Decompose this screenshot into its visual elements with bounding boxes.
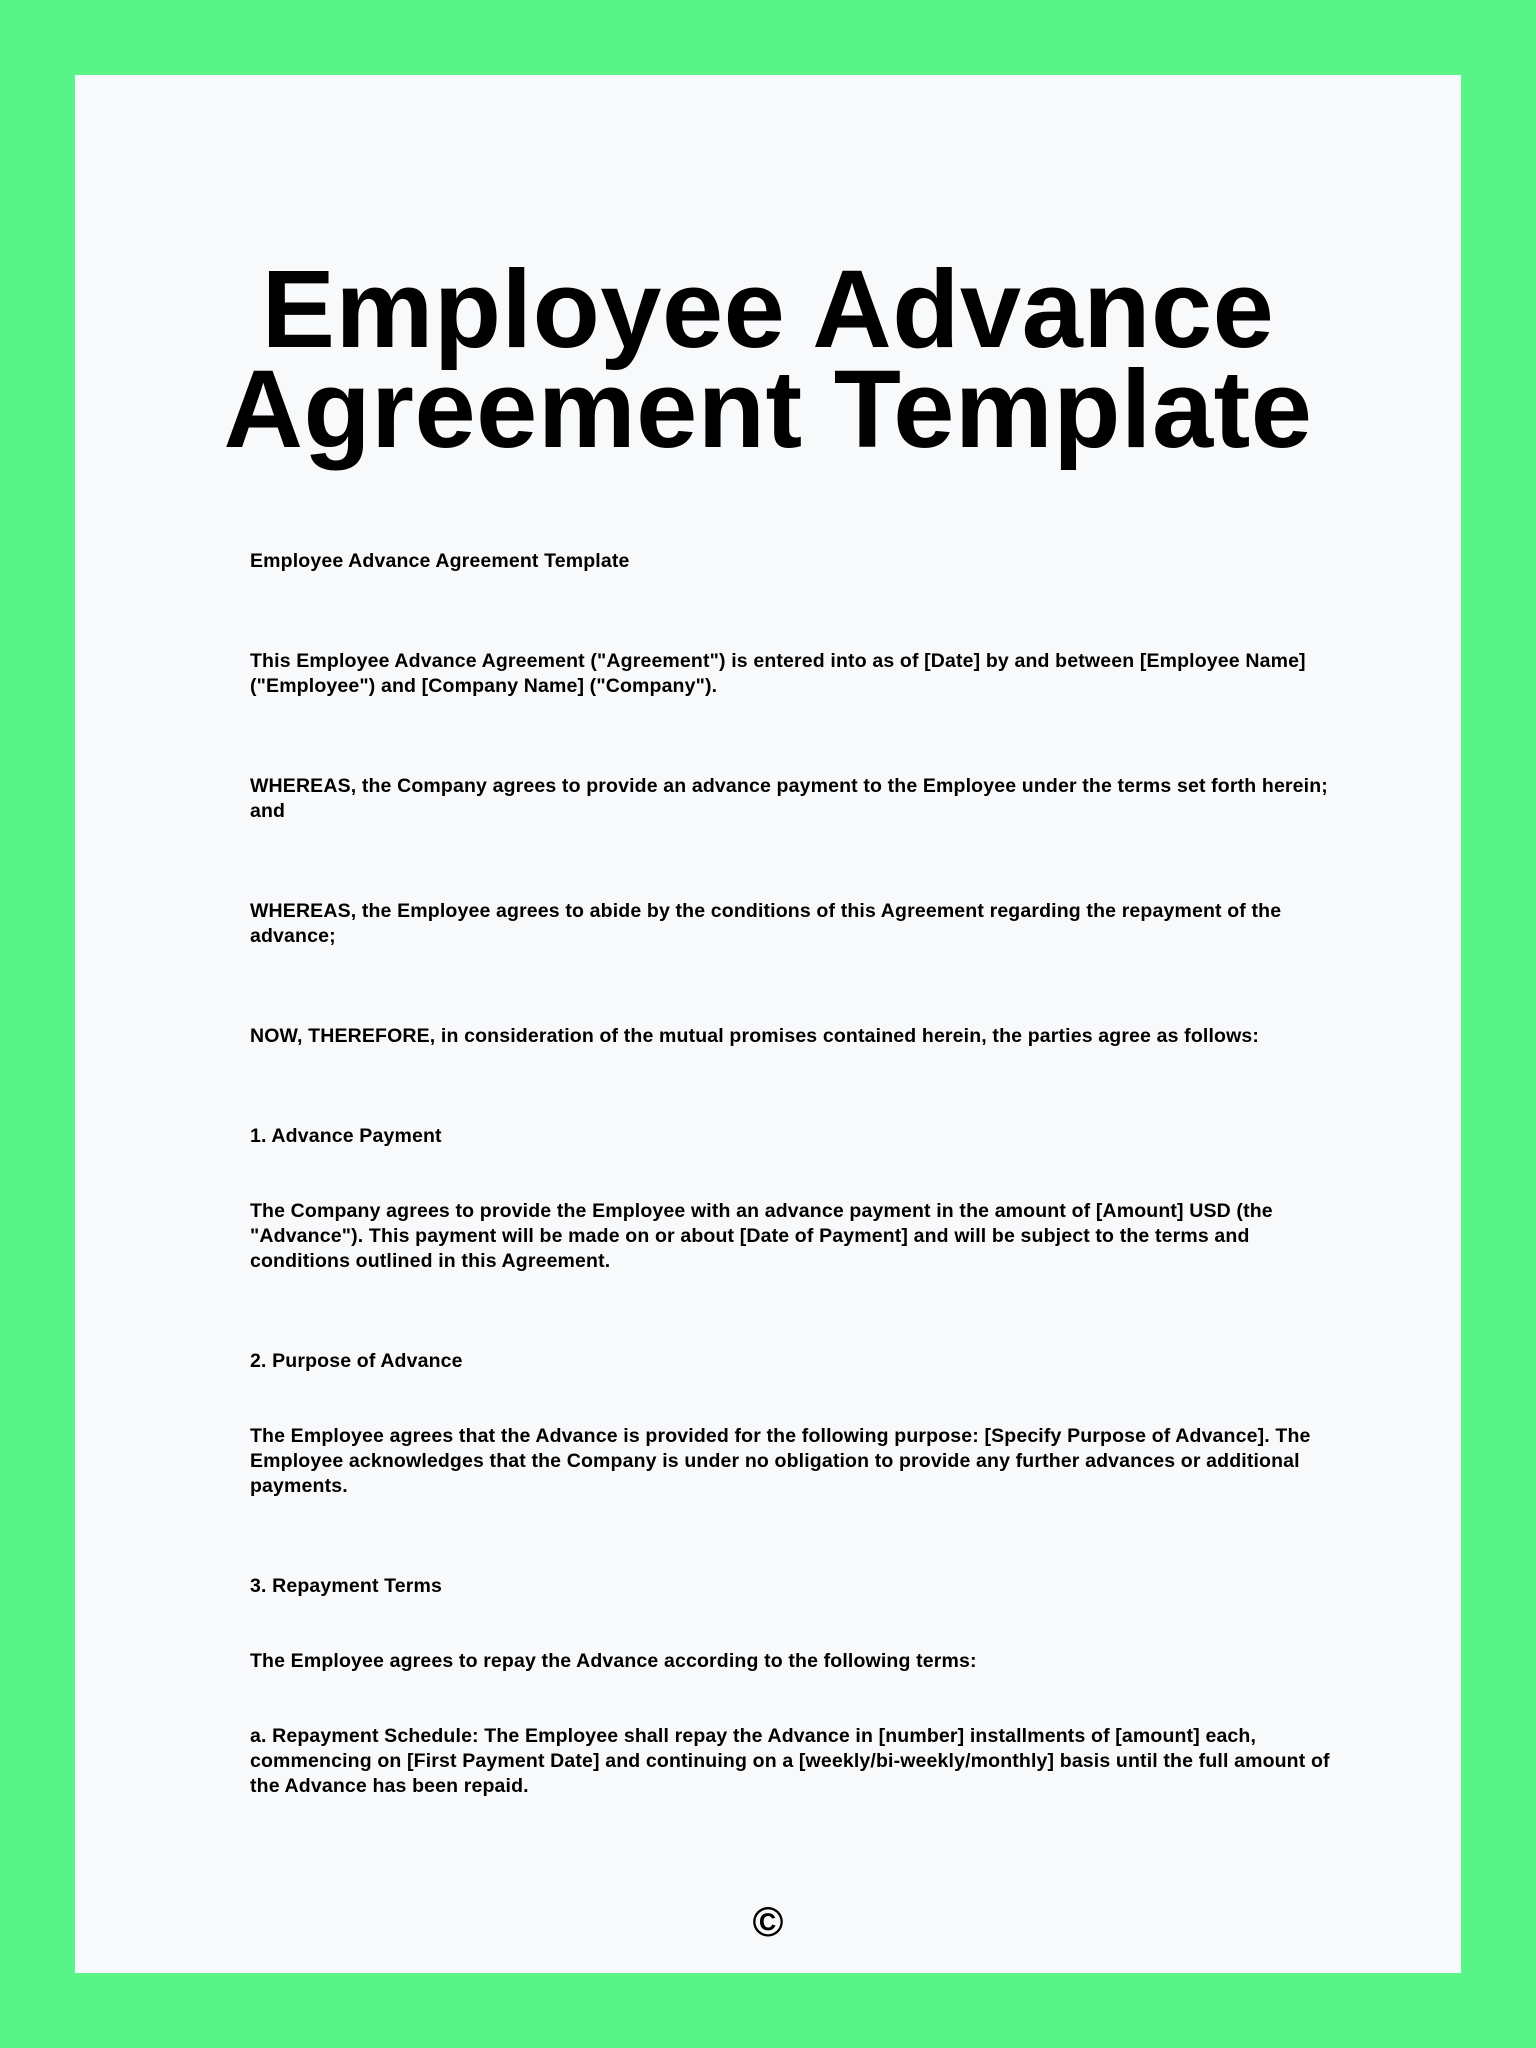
section-heading-repayment: 3. Repayment Terms [250, 1575, 442, 1597]
repayment-schedule-paragraph: a. Repayment Schedule: The Employee shall repay the Advance in [number] installments of [amount] each, commencing on [First Payment Date] and continuing on a [weekly/bi-weekly/monthly] basis until the full amount of the Advance has been repaid. [250, 1725, 1330, 1797]
purpose-paragraph: The Employee agrees that the Advance is provided for the following purpose: [Specify Purpose of Advance]. The Employee acknowledges that the Company is under no obligation to provide any further advances or additional payments. [250, 1425, 1311, 1497]
intro-paragraph: This Employee Advance Agreement ("Agreement") is entered into as of [Date] by and between [Employee Name] ("Employee") and [Company Name] ("Company"). [250, 650, 1306, 697]
repayment-intro-paragraph: The Employee agrees to repay the Advance according to the following terms: [250, 1650, 977, 1672]
document-page [75, 75, 1461, 1973]
whereas-paragraph-2: WHEREAS, the Employee agrees to abide by the conditions of this Agreement regarding the repayment of the advance; [250, 900, 1282, 947]
advance-payment-paragraph: The Company agrees to provide the Employee with an advance payment in the amount of [Amount] USD (the "Advance"). This payment will be made on or about [Date of Payment] and will be subject to the terms and conditions outlined in this Agreement. [250, 1200, 1273, 1272]
subtitle-heading: Employee Advance Agreement Template [250, 550, 630, 572]
whereas-paragraph-1: WHEREAS, the Company agrees to provide an advance payment to the Employee under the terms set forth herein; and [250, 775, 1328, 822]
therefore-paragraph: NOW, THEREFORE, in consideration of the mutual promises contained herein, the parties agree as follows: [250, 1025, 1260, 1047]
document-title: Employee Advance Agreement Template [223, 248, 1313, 471]
copyright-icon: © [752, 1898, 784, 1945]
section-heading-purpose: 2. Purpose of Advance [250, 1350, 463, 1372]
section-heading-advance-payment: 1. Advance Payment [250, 1125, 442, 1147]
